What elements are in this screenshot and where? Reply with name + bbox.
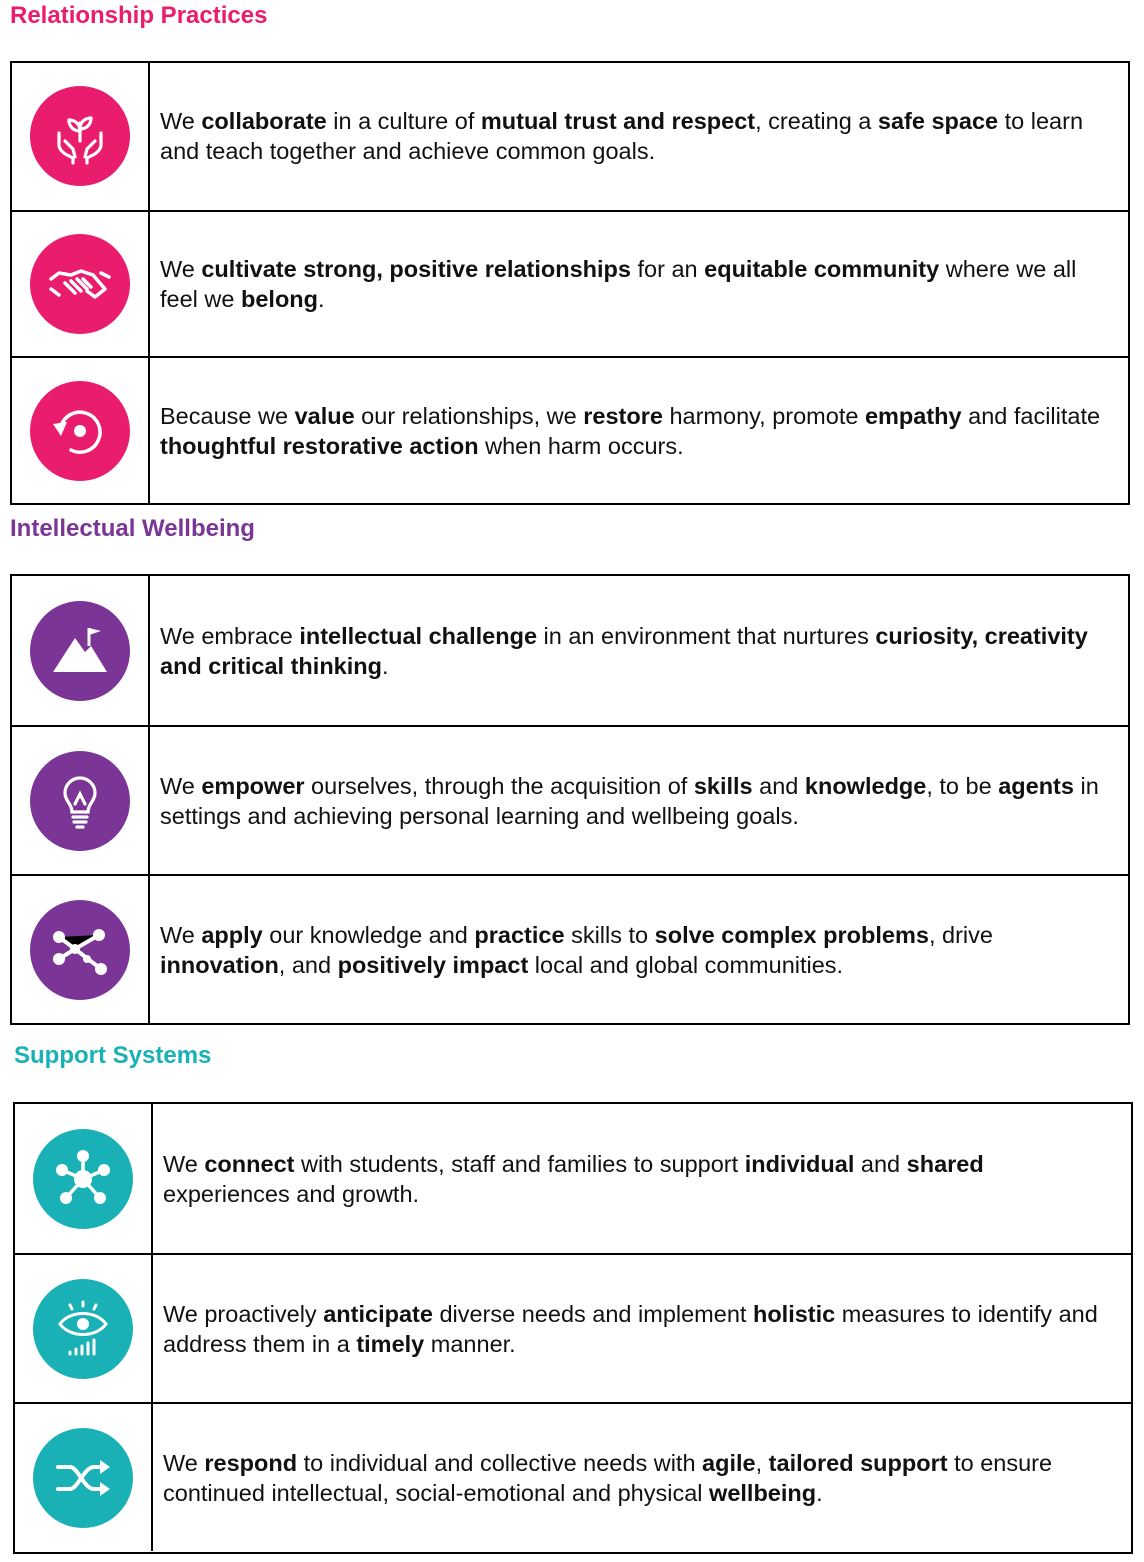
body-text: to ensure continued intellectual, social-emotional and physical <box>163 1449 1053 1506</box>
body-text: in a culture of <box>326 108 481 135</box>
body-text: local and global communities. <box>528 951 844 978</box>
body-text: to individual and collective needs with <box>297 1449 703 1476</box>
eye-chart-icon <box>33 1279 133 1379</box>
body-text: We <box>163 1449 205 1476</box>
row-statement <box>160 771 1106 831</box>
emphasis-text: timely <box>356 1330 425 1357</box>
row-statement <box>160 920 1106 980</box>
table-row <box>12 210 1128 357</box>
emphasis-text: positively impact <box>337 951 529 978</box>
emphasis-text: solve complex problems <box>654 921 929 948</box>
table-row <box>12 874 1128 1023</box>
emphasis-text: individual <box>744 1150 855 1177</box>
emphasis-text: mutual trust and respect <box>480 108 756 135</box>
body-text: experiences and growth. <box>163 1180 420 1207</box>
table-row <box>12 63 1128 210</box>
body-text: We proactively <box>163 1300 324 1327</box>
emphasis-text: innovation <box>160 951 279 978</box>
body-text: manner. <box>424 1330 516 1357</box>
emphasis-text: belong <box>241 286 319 313</box>
section-heading-intellectual-wellbeing: Intellectual Wellbeing <box>10 515 255 542</box>
emphasis-text: empathy <box>864 402 962 429</box>
connection-hub-icon <box>33 1129 133 1229</box>
body-text: We <box>160 921 202 948</box>
body-text: our knowledge and <box>262 921 475 948</box>
row-statement <box>160 621 1106 681</box>
emphasis-text: curiosity, creativity and critical thinking <box>160 622 1088 679</box>
network-share-icon <box>30 900 130 1000</box>
row-text <box>150 212 1128 357</box>
emphasis-text: agents <box>998 772 1074 799</box>
body-text: with students, staff and families to support <box>294 1150 745 1177</box>
emphasis-text: respond <box>204 1449 298 1476</box>
table-row <box>15 1104 1131 1253</box>
body-text: We <box>160 256 202 283</box>
row-statement <box>163 1149 1109 1209</box>
row-statement <box>163 1448 1109 1508</box>
row-statement <box>160 254 1106 314</box>
emphasis-text: connect <box>204 1150 295 1177</box>
emphasis-text: restore <box>583 402 663 429</box>
body-text: We <box>160 108 202 135</box>
row-text <box>150 358 1128 503</box>
body-text: skills to <box>564 921 655 948</box>
body-text: , to be <box>926 772 999 799</box>
shuffle-arrows-icon <box>33 1428 133 1528</box>
emphasis-text: wellbeing <box>709 1479 817 1506</box>
emphasis-text: practice <box>474 921 565 948</box>
emphasis-text: empower <box>201 772 305 799</box>
body-text: . <box>816 1479 823 1506</box>
body-text: We embrace <box>160 622 300 649</box>
emphasis-text: agile <box>702 1449 756 1476</box>
body-text: when harm occurs. <box>478 432 684 459</box>
table-row <box>12 725 1128 874</box>
emphasis-text: skills <box>693 772 753 799</box>
body-text: , and <box>278 951 338 978</box>
section-heading-relationship-practices: Relationship Practices <box>10 2 268 29</box>
section-heading-support-systems: Support Systems <box>14 1042 212 1069</box>
row-text <box>150 876 1128 1023</box>
emphasis-text: cultivate strong, positive relationships <box>201 256 631 283</box>
emphasis-text: knowledge <box>804 772 927 799</box>
handshake-icon <box>30 234 130 334</box>
row-statement <box>163 1299 1109 1359</box>
body-text: measures to identify and address them in a <box>163 1300 1098 1357</box>
body-text: in settings and achieving personal learning and wellbeing goals. <box>160 772 1099 829</box>
support-systems-table <box>13 1102 1133 1554</box>
row-text <box>150 576 1128 725</box>
body-text: diverse needs and implement <box>432 1300 753 1327</box>
emphasis-text: thoughtful restorative action <box>160 432 479 459</box>
lightbulb-icon <box>30 751 130 851</box>
row-text <box>153 1104 1131 1253</box>
table-row <box>12 356 1128 503</box>
body-text: our relationships, we <box>354 402 584 429</box>
emphasis-text: apply <box>201 921 263 948</box>
body-text: to learn and teach together and achieve common goals. <box>160 108 1084 165</box>
emphasis-text: collaborate <box>201 108 327 135</box>
body-text: and facilitate <box>961 402 1101 429</box>
emphasis-text: safe space <box>877 108 999 135</box>
body-text: where we all feel we <box>160 256 1077 313</box>
row-text <box>153 1255 1131 1402</box>
table-row <box>12 576 1128 725</box>
body-text: in an environment that nurtures <box>537 622 876 649</box>
row-text <box>150 727 1128 874</box>
body-text: for an <box>630 256 705 283</box>
hands-plant-icon <box>30 86 130 186</box>
body-text: ourselves, through the acquisition of <box>304 772 694 799</box>
body-text: , creating a <box>755 108 878 135</box>
row-text <box>150 63 1128 210</box>
emphasis-text: tailored support <box>768 1449 948 1476</box>
body-text: We <box>163 1150 205 1177</box>
body-text: . <box>318 286 325 313</box>
body-text: and <box>854 1150 907 1177</box>
relationship-practices-table <box>10 61 1130 505</box>
emphasis-text: holistic <box>752 1300 836 1327</box>
body-text: . <box>381 652 389 679</box>
table-row <box>15 1402 1131 1551</box>
table-row <box>15 1253 1131 1402</box>
body-text: harmony, promote <box>662 402 865 429</box>
intellectual-wellbeing-table <box>10 574 1130 1025</box>
body-text: Because we <box>160 402 295 429</box>
body-text: , <box>755 1449 769 1476</box>
row-statement <box>160 106 1106 166</box>
emphasis-text: value <box>294 402 355 429</box>
body-text: We <box>160 772 202 799</box>
body-text: and <box>752 772 805 799</box>
emphasis-text: anticipate <box>323 1300 433 1327</box>
row-text <box>153 1404 1131 1551</box>
emphasis-text: intellectual challenge <box>299 622 538 649</box>
mountain-flag-icon <box>30 601 130 701</box>
restore-cycle-icon <box>30 381 130 481</box>
emphasis-text: equitable community <box>704 256 940 283</box>
emphasis-text: shared <box>906 1150 984 1177</box>
body-text: , drive <box>928 921 993 948</box>
row-statement <box>160 401 1106 461</box>
